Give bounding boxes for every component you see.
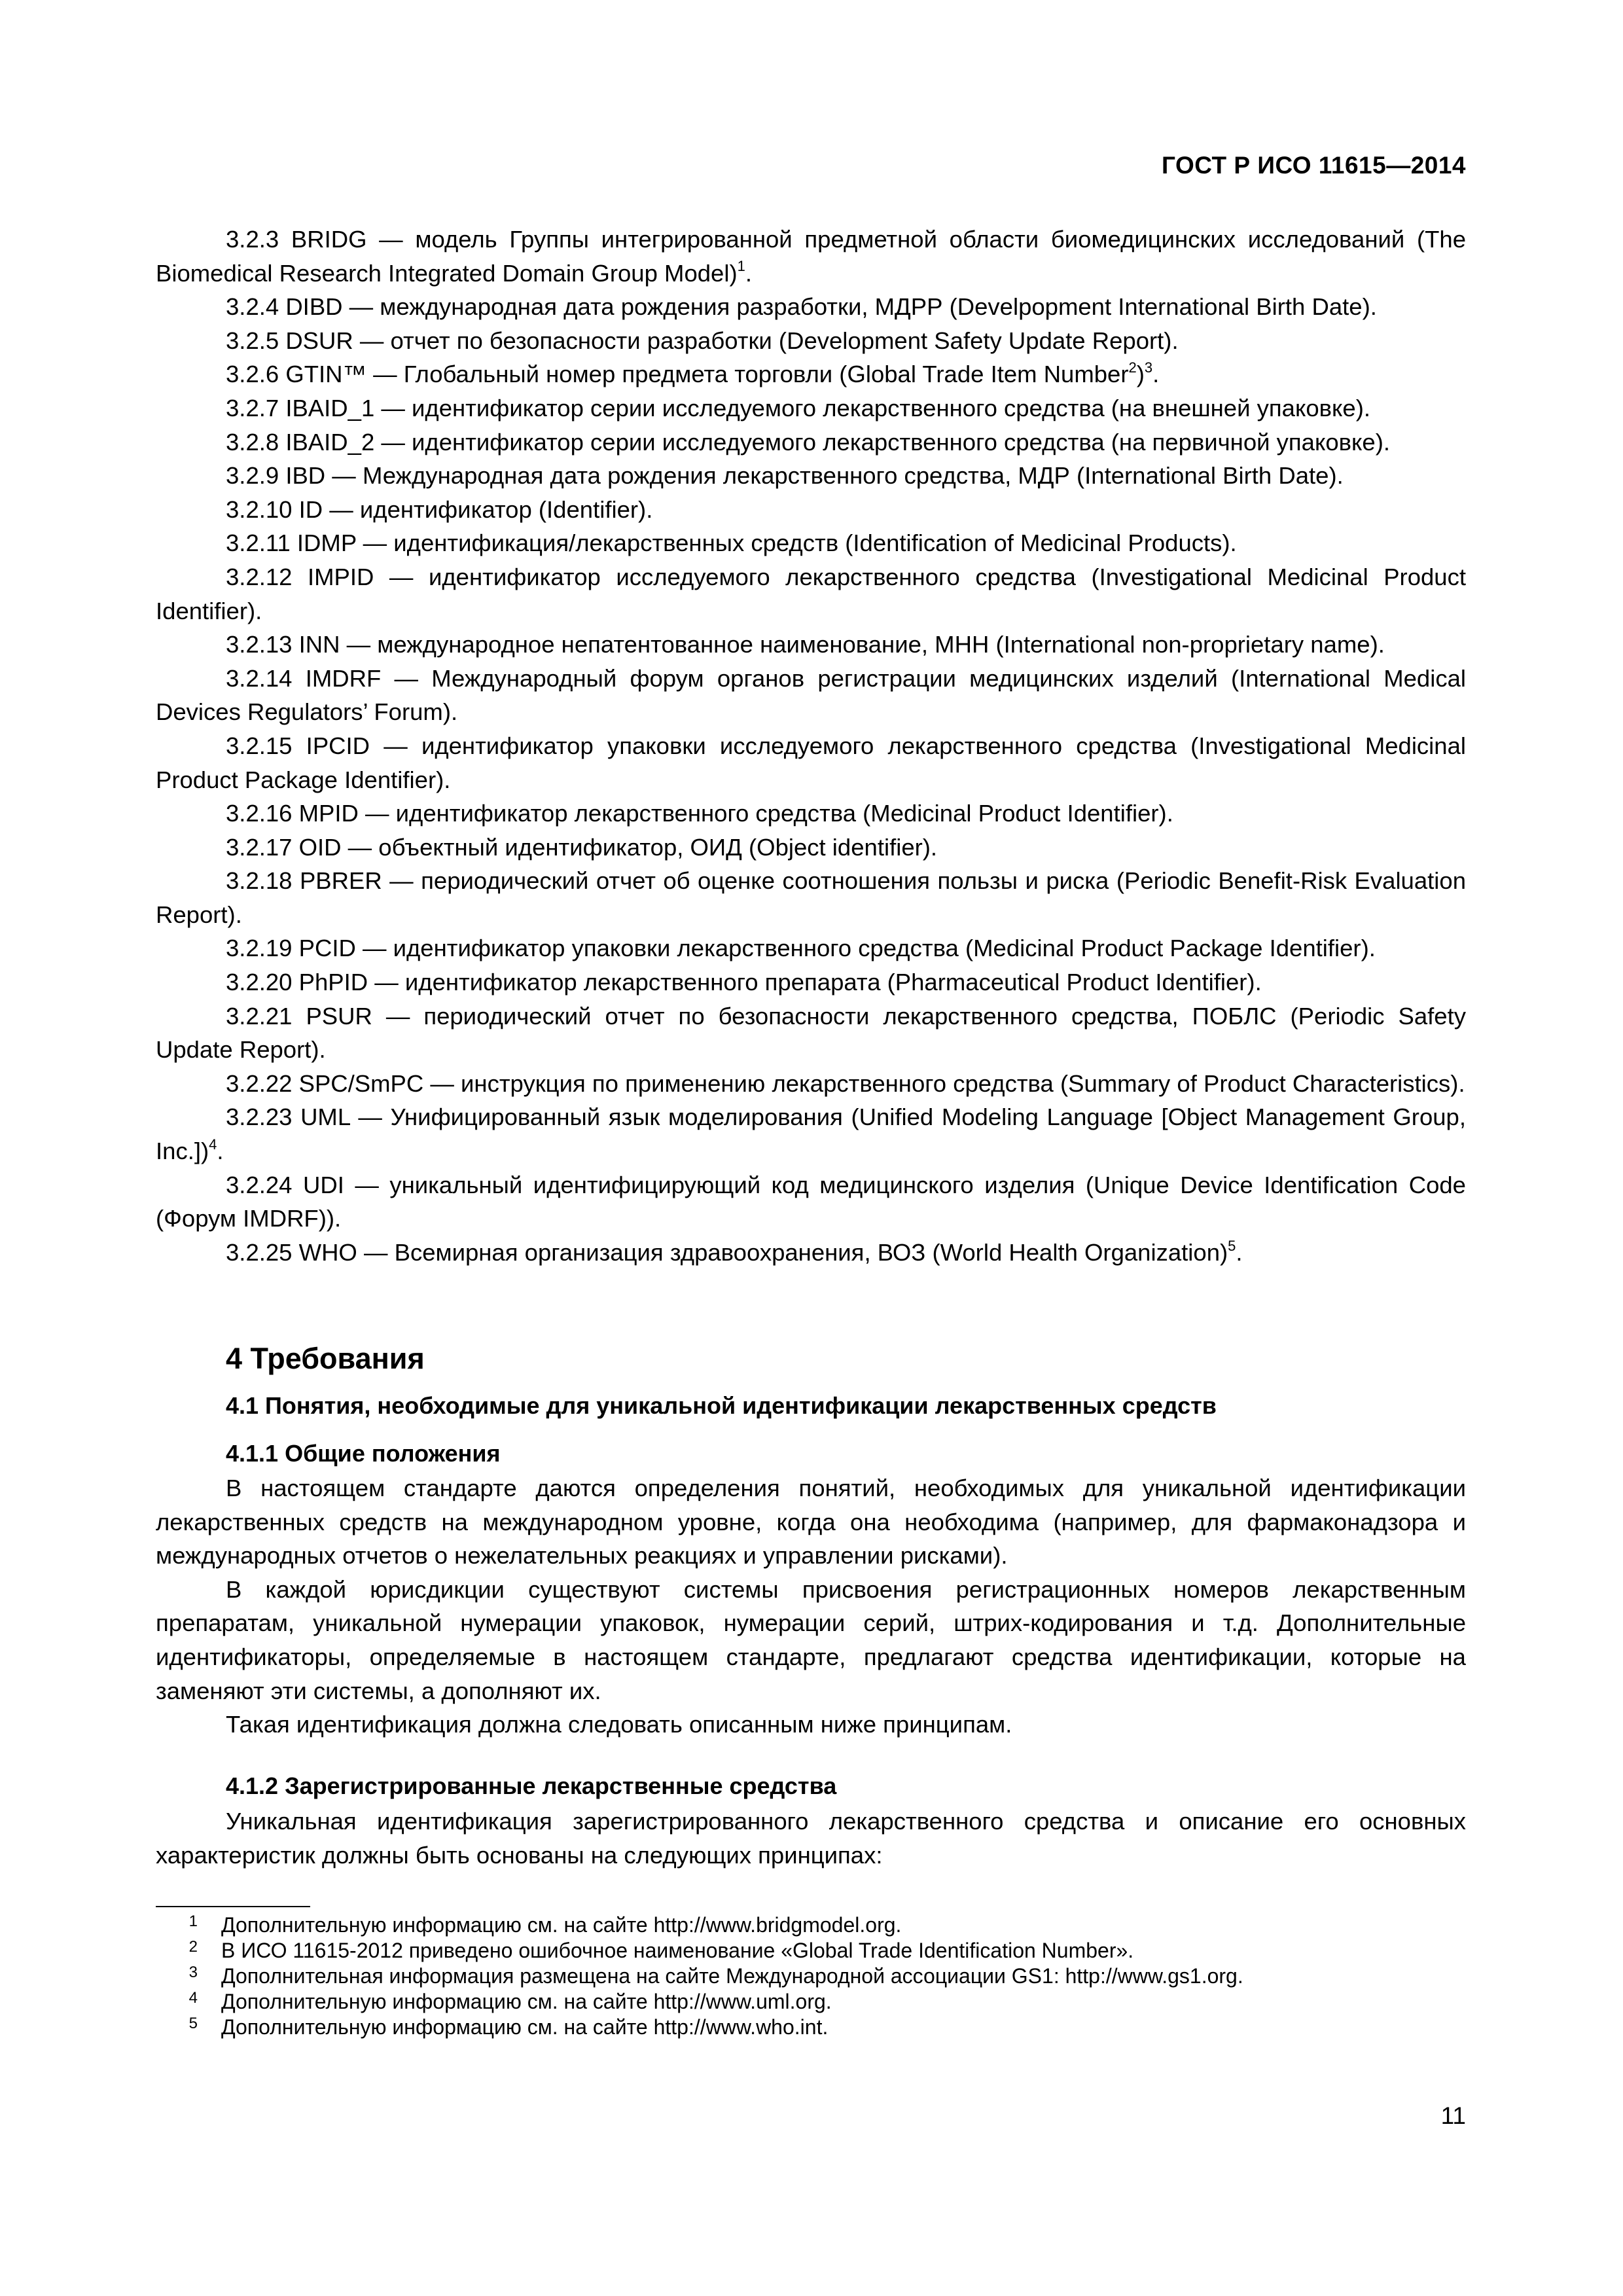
definition-item [156,1067,1466,1101]
footnote-separator [156,1906,310,1907]
footnote-text: Дополнительную информацию см. на сайте http://www.uml.org. [221,1990,832,2013]
definition-text: 3.2.25 WHO — Всемирная организация здравоохранения, ВОЗ (World Health Organization) [226,1238,1228,1266]
footnote-item [156,1938,1466,1964]
definition-tail: ) [1136,361,1145,388]
footnote-number: 3 [188,1964,198,1981]
definition-item [156,223,1466,290]
definition-text: 3.2.17 OID — объектный идентификатор, ОИД (Object identifier). [226,833,938,861]
subsection-title-4-1-1: 4.1.1 Общие положения [226,1440,501,1467]
footnote-number: 4 [188,1989,198,2007]
footnote-number: 2 [188,1938,198,1956]
footnotes [156,1912,1466,2040]
definition-text: 3.2.6 GTIN™ — Глобальный номер предмета торговли (Global Trade Item Number [226,361,1129,388]
definition-item [156,729,1466,797]
definitions-list [156,223,1466,1269]
definition-item [156,1100,1466,1168]
definition-text: 3.2.18 PBRER — периодический отчет об оценке соотношения пользы и риска (Periodic Benefit-Risk Evaluation Report). [156,867,1466,928]
definition-tail: . [1236,1238,1243,1266]
definition-item [156,391,1466,425]
definition-text: 3.2.11 IDMP — идентификация/лекарственных средств (Identification of Medicinal Products). [226,529,1237,557]
definition-tail: . [1152,361,1160,388]
definition-tail: . [745,259,753,287]
body-4-1-1 [156,1471,1466,1742]
footnote-number: 5 [188,2015,198,2032]
footnote-number: 1 [188,1912,198,1930]
definition-item [156,459,1466,493]
paragraph: В настоящем стандарте даются определения понятий, необходимых для уникальной идентификации лекарственных средств на международном уровне, когда она необходима (например, для фармаконадзора и международных отчетов о нежелательных реакциях и управлении рисками). [156,1475,1466,1570]
footnote-item [156,2015,1466,2040]
definition-item [156,965,1466,999]
definition-text: 3.2.4 DIBD — международная дата рождения разработки, МДРР (Develpopment International Birth Date). [226,293,1377,321]
definition-text: 3.2.9 IBD — Международная дата рождения лекарственного средства, МДР (International Birth Date). [226,462,1344,490]
definition-item [156,1236,1466,1270]
footnote-item [156,1912,1466,1938]
definition-item [156,831,1466,865]
definition-item [156,425,1466,459]
footnote-ref: 2 [1128,359,1137,376]
footnote-ref: 3 [1144,359,1153,376]
definition-item [156,999,1466,1067]
definition-item [156,290,1466,324]
definition-item [156,526,1466,560]
subsection-title-4-1: 4.1 Понятия, необходимые для уникальной идентификации лекарственных средств [226,1392,1217,1419]
definition-item [156,628,1466,662]
definition-item [156,324,1466,358]
definition-item [156,662,1466,729]
footnote-item [156,1989,1466,2015]
definition-item [156,1168,1466,1236]
definition-text: 3.2.3 BRIDG — модель Группы интегрированной предметной области биомедицинских исследований (The Biomedical Research Integrated Domain Group Model) [156,226,1466,287]
footnote-ref: 5 [1228,1237,1236,1254]
body-4-1-2 [156,1804,1466,1872]
definition-text: 3.2.16 MPID — идентификатор лекарственного средства (Medicinal Product Identifier). [226,800,1173,827]
definition-item [156,357,1466,391]
definition-text: 3.2.8 IBAID_2 — идентификатор серии исследуемого лекарственного средства (на первичной упаковке). [226,428,1391,456]
definition-item [156,864,1466,931]
footnote-text: В ИСО 11615-2012 приведено ошибочное наименование «Global Trade Identification Number». [221,1939,1134,1962]
definition-text: 3.2.7 IBAID_1 — идентификатор серии исследуемого лекарственного средства (на внешней упаковке). [226,394,1370,422]
footnote-item [156,1964,1466,1989]
definition-text: 3.2.12 IMPID — идентификатор исследуемого лекарственного средства (Investigational Medicinal Product Identifier). [156,563,1466,624]
definition-text: 3.2.5 DSUR — отчет по безопасности разработки (Development Safety Update Report). [226,327,1179,354]
subsection-title-4-1-2: 4.1.2 Зарегистрированные лекарственные средства [226,1772,837,1799]
footnote-text: Дополнительная информация размещена на сайте Международной ассоциации GS1: http://www.gs1.org. [221,1964,1243,1988]
definition-text: 3.2.10 ID — идентификатор (Identifier). [226,495,653,523]
definition-text: 3.2.22 SPC/SmPC — инструкция по применению лекарственного средства (Summary of Product Characteristics). [226,1069,1465,1097]
definition-item [156,493,1466,527]
definition-text: 3.2.19 PCID — идентификатор упаковки лекарственного средства (Medicinal Product Package Identifier). [226,935,1376,962]
paragraph: Такая идентификация должна следовать описанным ниже принципам. [226,1711,1012,1738]
document-header: ГОСТ Р ИСО 11615—2014 [1161,152,1466,179]
page-number: 11 [1440,2102,1466,2129]
paragraph: Уникальная идентификация зарегистрированного лекарственного средства и описание его основных характеристик должны быть основаны на следующих принципах: [156,1808,1466,1869]
definition-text: 3.2.13 INN — международное непатентованное наименование, МНН (International non-proprietary name). [226,631,1385,658]
footnote-ref: 4 [209,1136,217,1153]
footnote-ref: 1 [737,258,745,275]
definition-tail: . [217,1138,224,1165]
definition-item [156,797,1466,831]
section-title: 4 Требования [226,1342,425,1375]
definition-text: 3.2.23 UML — Унифицированный язык моделирования (Unified Modeling Language [Object Management Group, Inc.]) [156,1103,1466,1165]
footnote-text: Дополнительную информацию см. на сайте http://www.who.int. [221,2015,829,2039]
definition-text: 3.2.21 PSUR — периодический отчет по безопасности лекарственного средства, ПОБЛС (Periodic Safety Update Report). [156,1002,1466,1064]
definition-text: 3.2.14 IMDRF — Международный форум органов регистрации медицинских изделий (International Medical Devices Regulators’ Forum). [156,664,1466,726]
definition-text: 3.2.15 IPCID — идентификатор упаковки исследуемого лекарственного средства (Investigational Medicinal Product Package Identifier). [156,732,1466,793]
definition-item [156,560,1466,628]
definition-text: 3.2.20 PhPID — идентификатор лекарственного препарата (Pharmaceutical Product Identifier). [226,969,1262,996]
definition-item [156,931,1466,965]
footnote-text: Дополнительную информацию см. на сайте http://www.bridgmodel.org. [221,1913,902,1937]
paragraph: В каждой юрисдикции существуют системы присвоения регистрационных номеров лекарственным препаратам, уникальной нумерации упаковок, нумерации серий, штрих-кодирования и т.д. Дополнительные идентификаторы, определяемые в настоящем стандарте, предлагают средства идентификации, которые на заменяют эти системы, а дополняют их. [156,1575,1466,1704]
definition-text: 3.2.24 UDI — уникальный идентифицирующий код медицинского изделия (Unique Device Identification Code (Форум IMDRF)). [156,1171,1466,1232]
